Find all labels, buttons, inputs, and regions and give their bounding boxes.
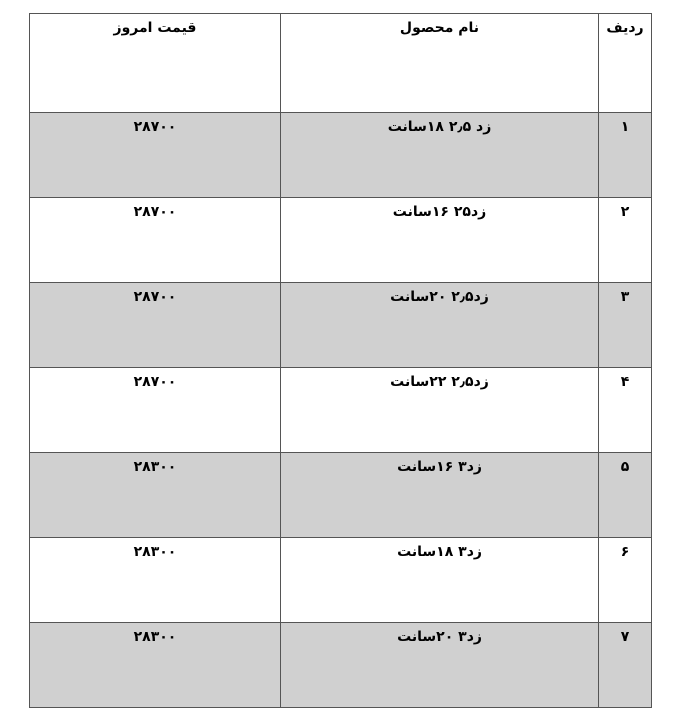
price-cell: ۲۸۷۰۰ [30,113,281,198]
row-number-cell: ۵ [599,453,652,538]
product-name-cell: زد ۲٫۵ ۱۸سانت [281,113,599,198]
price-cell: ۲۸۷۰۰ [30,368,281,453]
table-row [30,198,652,283]
table-header-row [30,14,652,113]
row-number-cell: ۲ [599,198,652,283]
row-number-cell: ۷ [599,623,652,708]
table-row [30,453,652,538]
price-table [29,13,652,708]
price-cell: ۲۸۳۰۰ [30,623,281,708]
table-row [30,623,652,708]
product-name-cell: زد۲٫۵ ۲۰سانت [281,283,599,368]
row-number-cell: ۳ [599,283,652,368]
product-name-cell: زد۲٫۵ ۲۲سانت [281,368,599,453]
table-row [30,113,652,198]
product-name-cell: زد۳ ۱۶سانت [281,453,599,538]
price-cell: ۲۸۷۰۰ [30,283,281,368]
price-cell: ۲۸۳۰۰ [30,453,281,538]
row-number-cell: ۶ [599,538,652,623]
row-number-cell: ۱ [599,113,652,198]
product-name-cell: زد۳ ۱۸سانت [281,538,599,623]
row-number-cell: ۴ [599,368,652,453]
header-price-today: قیمت امروز [30,14,281,113]
product-name-cell: زد۳ ۲۰سانت [281,623,599,708]
table-row [30,368,652,453]
price-cell: ۲۸۳۰۰ [30,538,281,623]
product-name-cell: زد۲۵ ۱۶سانت [281,198,599,283]
header-product-name: نام محصول [281,14,599,113]
table-row [30,538,652,623]
table-row [30,283,652,368]
price-cell: ۲۸۷۰۰ [30,198,281,283]
header-row-number: ردیف [599,14,652,113]
